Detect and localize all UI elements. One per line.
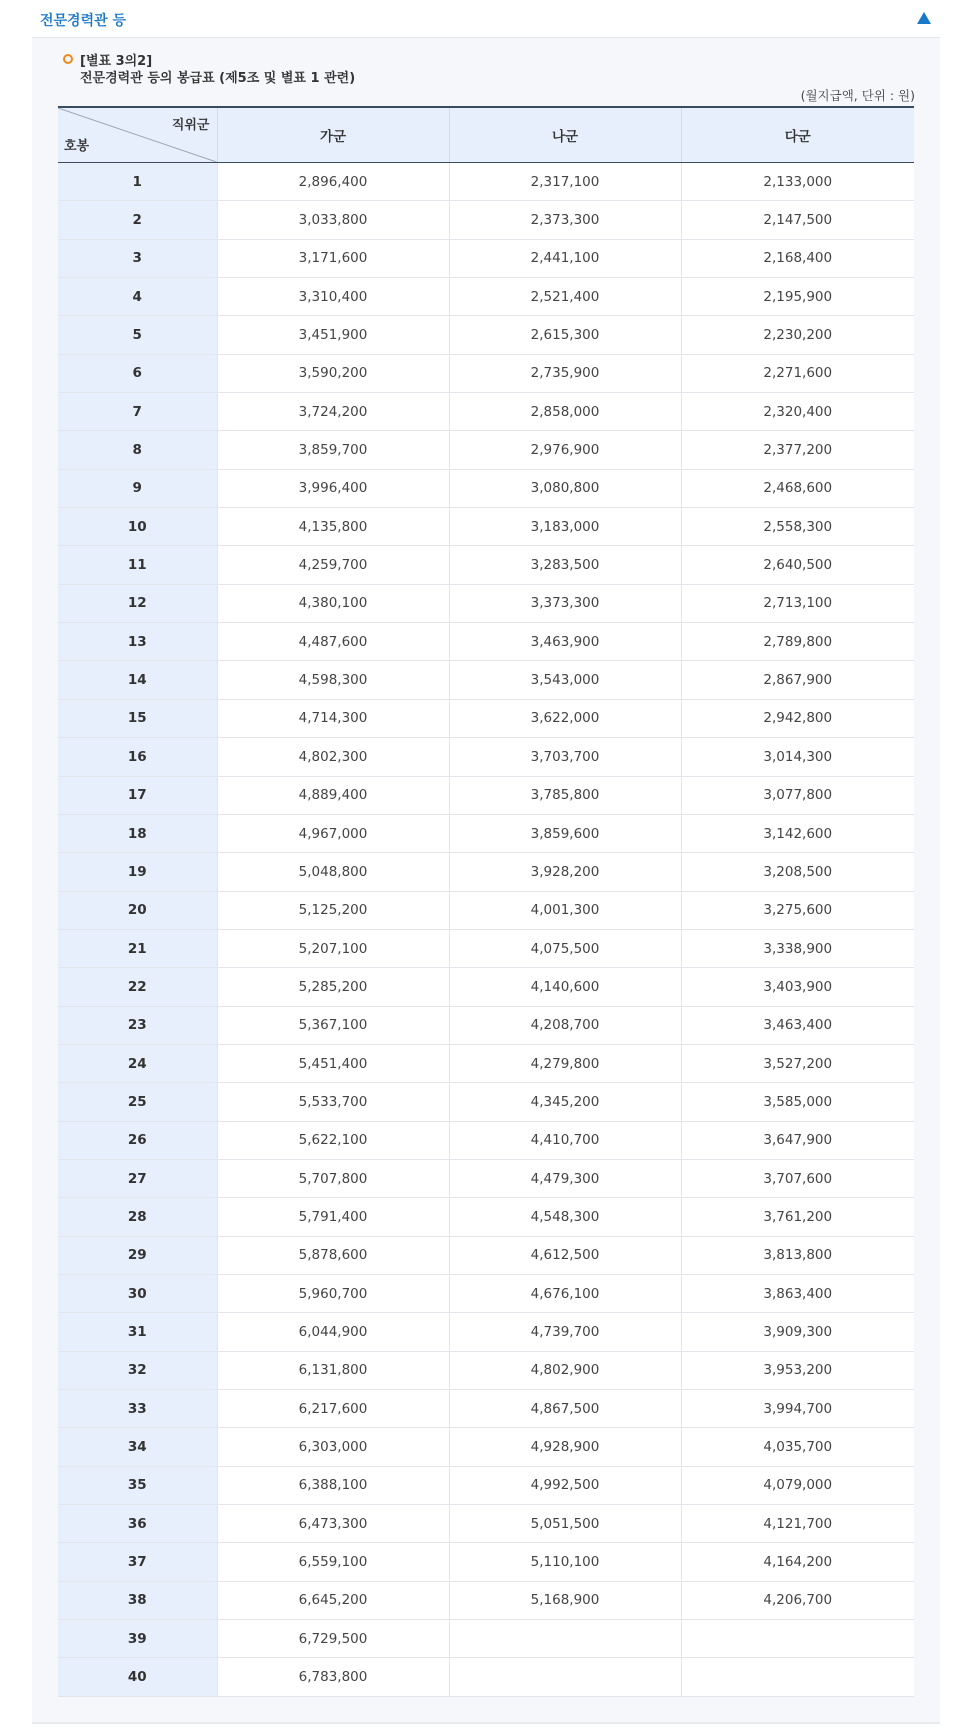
step-cell: 8 [58,431,217,469]
value-cell-da [681,1620,914,1658]
value-cell-da: 4,206,700 [681,1581,914,1619]
value-cell-da: 2,271,600 [681,354,914,392]
value-cell-da: 3,403,900 [681,968,914,1006]
step-cell: 17 [58,776,217,814]
value-cell-da: 4,121,700 [681,1505,914,1543]
step-cell: 22 [58,968,217,1006]
step-cell: 37 [58,1543,217,1581]
value-cell-da: 4,035,700 [681,1428,914,1466]
column-header-da: 다군 [681,107,914,163]
value-cell-ga: 6,303,000 [217,1428,449,1466]
column-header-ga: 가군 [217,107,449,163]
table-row [58,1044,914,1082]
step-cell: 16 [58,738,217,776]
value-cell-na: 4,802,900 [449,1351,681,1389]
value-cell-da [681,1658,914,1696]
step-cell: 18 [58,814,217,852]
step-cell: 32 [58,1351,217,1389]
value-cell-na: 3,785,800 [449,776,681,814]
value-cell-na: 2,521,400 [449,278,681,316]
value-cell-da: 4,164,200 [681,1543,914,1581]
value-cell-da: 3,761,200 [681,1198,914,1236]
table-row [58,891,914,929]
step-cell: 35 [58,1466,217,1504]
table-row [58,661,914,699]
value-cell-da: 3,338,900 [681,929,914,967]
value-cell-na: 4,612,500 [449,1236,681,1274]
table-row [58,1083,914,1121]
value-cell-da: 3,142,600 [681,814,914,852]
value-cell-ga: 5,367,100 [217,1006,449,1044]
step-cell: 29 [58,1236,217,1274]
value-cell-ga: 4,714,300 [217,699,449,737]
content-panel [32,38,940,1724]
table-row [58,584,914,622]
value-cell-ga: 6,217,600 [217,1390,449,1428]
table-row [58,814,914,852]
step-cell: 26 [58,1121,217,1159]
value-cell-ga: 5,048,800 [217,853,449,891]
value-cell-na: 4,992,500 [449,1466,681,1504]
value-cell-da: 3,994,700 [681,1390,914,1428]
value-cell-da: 2,320,400 [681,393,914,431]
step-cell: 11 [58,546,217,584]
value-cell-ga: 5,707,800 [217,1159,449,1197]
value-cell-na: 4,075,500 [449,929,681,967]
value-cell-ga: 5,622,100 [217,1121,449,1159]
value-cell-na: 2,858,000 [449,393,681,431]
table-row [58,1274,914,1312]
value-cell-na: 3,373,300 [449,584,681,622]
step-cell: 34 [58,1428,217,1466]
value-cell-na: 4,410,700 [449,1121,681,1159]
step-cell: 3 [58,239,217,277]
position-group-label: 직위군 [171,118,210,133]
value-cell-na: 2,317,100 [449,163,681,201]
value-cell-ga: 3,996,400 [217,469,449,507]
table-row [58,393,914,431]
value-cell-na: 3,183,000 [449,508,681,546]
value-cell-ga: 3,033,800 [217,201,449,239]
value-cell-da: 2,713,100 [681,584,914,622]
value-cell-ga: 3,859,700 [217,431,449,469]
value-cell-na: 3,283,500 [449,546,681,584]
step-cell: 36 [58,1505,217,1543]
value-cell-ga: 3,310,400 [217,278,449,316]
value-cell-na: 4,345,200 [449,1083,681,1121]
table-row [58,929,914,967]
value-cell-ga: 3,171,600 [217,239,449,277]
triangle-up-icon[interactable] [917,12,931,24]
step-cell: 20 [58,891,217,929]
step-cell: 4 [58,278,217,316]
value-cell-ga: 6,131,800 [217,1351,449,1389]
step-cell: 40 [58,1658,217,1696]
value-cell-ga: 2,896,400 [217,163,449,201]
value-cell-da: 2,230,200 [681,316,914,354]
value-cell-da: 2,640,500 [681,546,914,584]
value-cell-na: 3,859,600 [449,814,681,852]
table-row [58,278,914,316]
value-cell-na: 4,208,700 [449,1006,681,1044]
table-row [58,354,914,392]
step-cell: 25 [58,1083,217,1121]
value-cell-na: 2,976,900 [449,431,681,469]
step-cell: 28 [58,1198,217,1236]
table-row [58,1006,914,1044]
value-cell-ga: 6,645,200 [217,1581,449,1619]
step-cell: 31 [58,1313,217,1351]
value-cell-na: 4,001,300 [449,891,681,929]
table-row [58,1505,914,1543]
value-cell-da: 3,647,900 [681,1121,914,1159]
step-cell: 19 [58,853,217,891]
value-cell-na: 5,168,900 [449,1581,681,1619]
value-cell-ga: 4,487,600 [217,623,449,661]
value-cell-ga: 6,473,300 [217,1505,449,1543]
value-cell-da: 2,377,200 [681,431,914,469]
value-cell-ga: 4,380,100 [217,584,449,622]
table-ref: [별표 3의2] [80,54,153,69]
value-cell-na: 2,615,300 [449,316,681,354]
value-cell-ga: 5,207,100 [217,929,449,967]
value-cell-na: 4,140,600 [449,968,681,1006]
step-cell: 2 [58,201,217,239]
value-cell-ga: 5,533,700 [217,1083,449,1121]
table-row [58,968,914,1006]
table-row [58,469,914,507]
step-cell: 1 [58,163,217,201]
value-cell-da: 3,585,000 [681,1083,914,1121]
value-cell-na: 3,463,900 [449,623,681,661]
value-cell-da: 3,208,500 [681,853,914,891]
table-row [58,853,914,891]
table-row [58,1159,914,1197]
table-row [58,1313,914,1351]
value-cell-ga: 4,889,400 [217,776,449,814]
value-cell-da: 2,558,300 [681,508,914,546]
column-header-na: 나군 [449,107,681,163]
table-row [58,201,914,239]
step-cell: 27 [58,1159,217,1197]
value-cell-ga: 4,135,800 [217,508,449,546]
value-cell-da: 2,867,900 [681,661,914,699]
table-row [58,699,914,737]
table-row [58,508,914,546]
table-row [58,1198,914,1236]
step-cell: 12 [58,584,217,622]
value-cell-ga: 5,285,200 [217,968,449,1006]
value-cell-na: 4,279,800 [449,1044,681,1082]
value-cell-ga: 5,791,400 [217,1198,449,1236]
value-cell-ga: 6,388,100 [217,1466,449,1504]
step-cell: 24 [58,1044,217,1082]
step-cell: 14 [58,661,217,699]
value-cell-na: 4,548,300 [449,1198,681,1236]
value-cell-ga: 6,783,800 [217,1658,449,1696]
table-name: 전문경력관 등의 봉급표 (제5조 및 별표 1 관련) [80,71,356,86]
value-cell-da: 3,707,600 [681,1159,914,1197]
value-cell-na [449,1620,681,1658]
step-cell: 33 [58,1390,217,1428]
value-cell-da: 2,468,600 [681,469,914,507]
value-cell-ga: 5,878,600 [217,1236,449,1274]
table-row [58,1428,914,1466]
table-row [58,1581,914,1619]
value-cell-da: 3,909,300 [681,1313,914,1351]
table-row [58,1543,914,1581]
value-cell-na: 5,051,500 [449,1505,681,1543]
step-cell: 7 [58,393,217,431]
value-cell-na: 3,703,700 [449,738,681,776]
value-cell-ga: 4,598,300 [217,661,449,699]
value-cell-na: 4,479,300 [449,1159,681,1197]
table-row [58,1620,914,1658]
value-cell-da: 2,942,800 [681,699,914,737]
value-cell-da: 3,275,600 [681,891,914,929]
step-cell: 6 [58,354,217,392]
table-row [58,1351,914,1389]
value-cell-na: 3,622,000 [449,699,681,737]
value-cell-ga: 6,044,900 [217,1313,449,1351]
value-cell-ga: 6,559,100 [217,1543,449,1581]
value-cell-ga: 5,125,200 [217,891,449,929]
salary-table [58,106,914,1697]
value-cell-da: 2,789,800 [681,623,914,661]
step-cell: 38 [58,1581,217,1619]
value-cell-da: 2,168,400 [681,239,914,277]
value-cell-ga: 5,451,400 [217,1044,449,1082]
value-cell-da: 3,014,300 [681,738,914,776]
value-cell-na: 4,867,500 [449,1390,681,1428]
salary-table-body [58,163,914,1697]
value-cell-ga: 6,729,500 [217,1620,449,1658]
section-title[interactable]: 전문경력관 등 [40,13,127,29]
value-cell-ga: 4,802,300 [217,738,449,776]
value-cell-ga: 4,259,700 [217,546,449,584]
table-row [58,623,914,661]
value-cell-na [449,1658,681,1696]
table-row [58,738,914,776]
value-cell-na: 2,373,300 [449,201,681,239]
value-cell-da: 3,813,800 [681,1236,914,1274]
value-cell-na: 2,441,100 [449,239,681,277]
table-row [58,1236,914,1274]
table-row [58,431,914,469]
table-row [58,316,914,354]
step-cell: 15 [58,699,217,737]
value-cell-da: 2,133,000 [681,163,914,201]
value-cell-da: 3,463,400 [681,1006,914,1044]
table-row [58,1121,914,1159]
corner-header-cell [58,107,217,163]
circle-bullet-icon [63,54,73,64]
step-cell: 13 [58,623,217,661]
value-cell-da: 3,863,400 [681,1274,914,1312]
value-cell-ga: 3,451,900 [217,316,449,354]
step-cell: 23 [58,1006,217,1044]
table-row [58,1466,914,1504]
value-cell-da: 3,953,200 [681,1351,914,1389]
value-cell-ga: 3,590,200 [217,354,449,392]
table-header-row [58,107,914,163]
value-cell-na: 4,739,700 [449,1313,681,1351]
table-row [58,1658,914,1696]
value-cell-da: 2,147,500 [681,201,914,239]
table-row [58,239,914,277]
step-cell: 10 [58,508,217,546]
unit-note: (월지급액, 단위 : 원) [800,88,915,103]
value-cell-na: 3,928,200 [449,853,681,891]
step-cell: 39 [58,1620,217,1658]
value-cell-da: 2,195,900 [681,278,914,316]
table-row [58,776,914,814]
value-cell-ga: 3,724,200 [217,393,449,431]
value-cell-da: 4,079,000 [681,1466,914,1504]
value-cell-ga: 5,960,700 [217,1274,449,1312]
section-header [32,0,940,38]
table-row [58,1390,914,1428]
table-row [58,163,914,201]
value-cell-na: 4,676,100 [449,1274,681,1312]
step-cell: 9 [58,469,217,507]
value-cell-na: 2,735,900 [449,354,681,392]
step-cell: 21 [58,929,217,967]
value-cell-na: 3,080,800 [449,469,681,507]
step-cell: 5 [58,316,217,354]
value-cell-na: 3,543,000 [449,661,681,699]
value-cell-ga: 4,967,000 [217,814,449,852]
table-row [58,546,914,584]
value-cell-na: 5,110,100 [449,1543,681,1581]
step-cell: 30 [58,1274,217,1312]
value-cell-da: 3,527,200 [681,1044,914,1082]
value-cell-da: 3,077,800 [681,776,914,814]
value-cell-na: 4,928,900 [449,1428,681,1466]
step-label: 호봉 [64,139,90,154]
